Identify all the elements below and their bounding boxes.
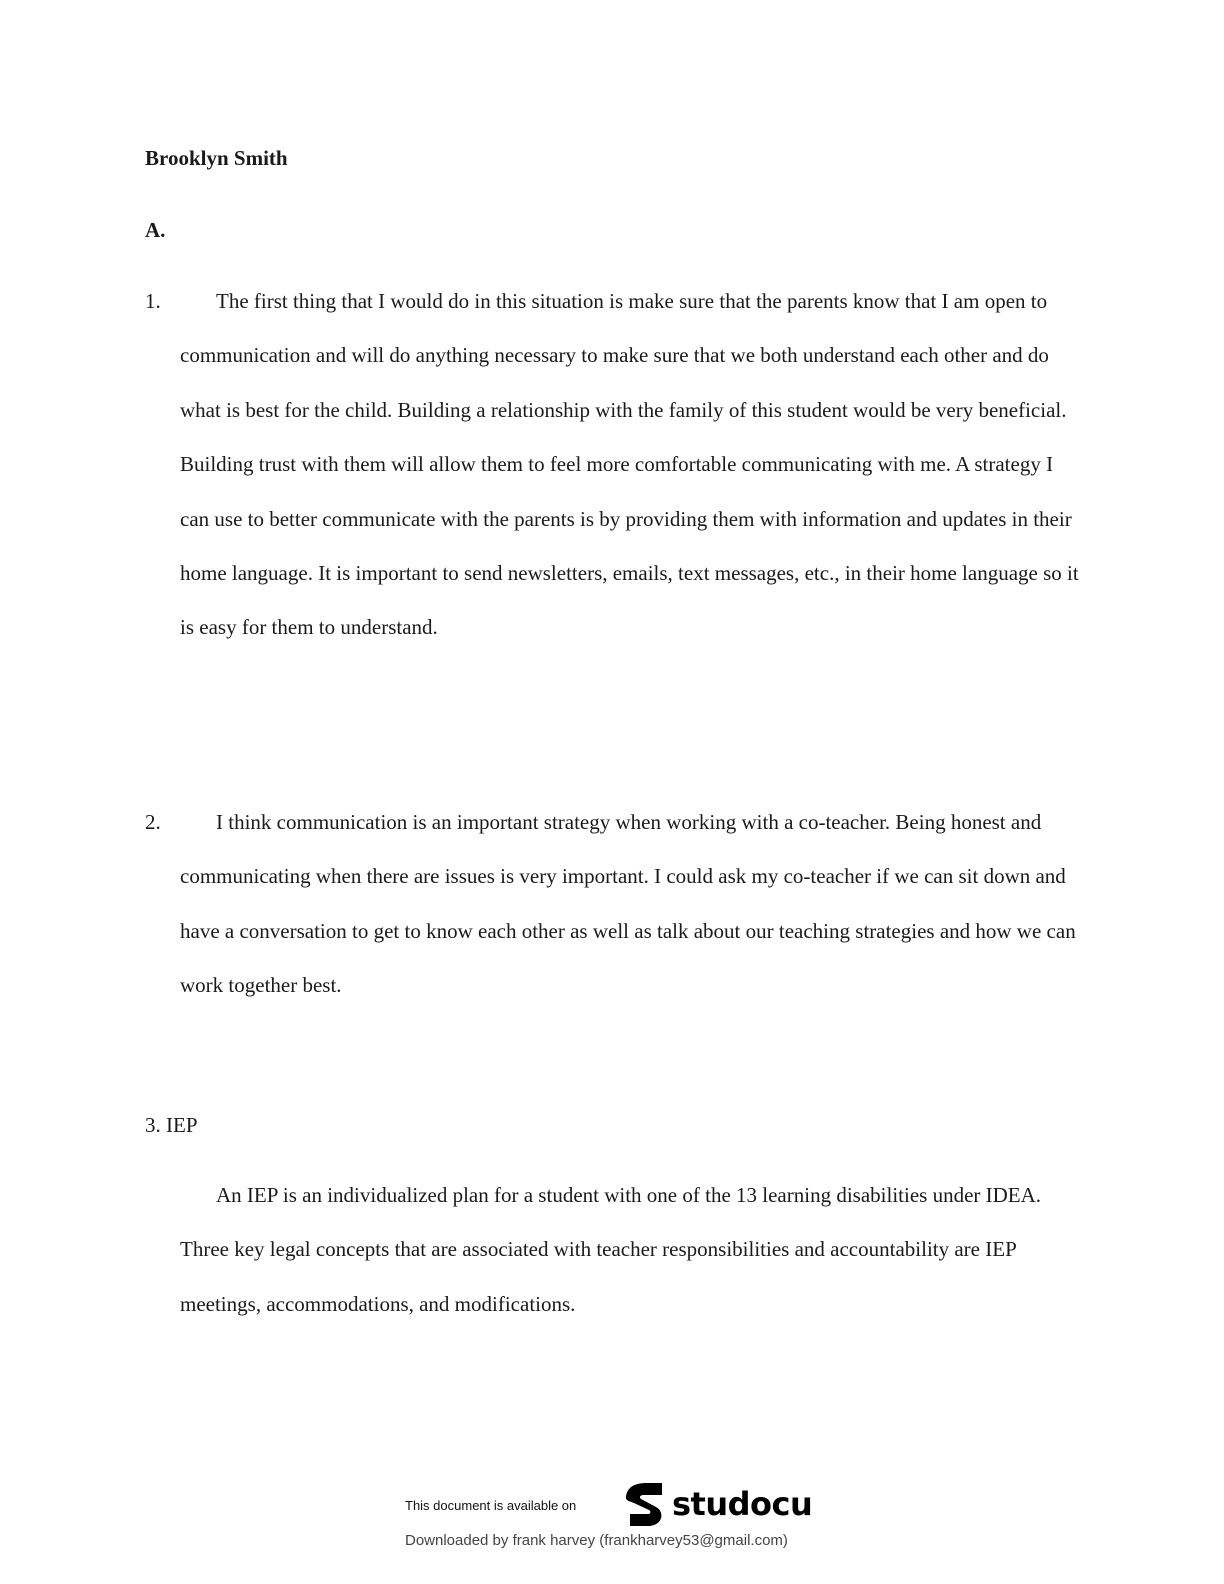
item-number: 1. [145, 289, 161, 313]
item-3-heading: 3. IEP [145, 1113, 198, 1137]
item-text: The first thing that I would do in this situation is make sure that the parents know that I am open to communication and will do anything necessary to make sure that we both understand each other and do what is best for the child. Building a relationship with the family of this student would be very beneficial. Building trust with them will allow them to feel more comfortable communicating with me. A strategy I can use to better communicate with the parents is by providing them with information and updates in their home language. It is important to send newsletters, emails, text messages, etc., in their home language so it is easy for them to understand. [180, 289, 1079, 640]
availability-text: This document is available on [405, 1498, 577, 1513]
author-name: Brooklyn Smith [145, 146, 288, 170]
item-text: I think communication is an important strategy when working with a co-teacher. Being honest and communicating when there are issues is very important. I could ask my co-teacher if we can sit down and have a conversation to get to know each other as well as talk about our teaching strategies and how we can work together best. [180, 810, 1076, 998]
studocu-brand-link[interactable] [620, 1480, 812, 1528]
answer-item-1 [145, 274, 1085, 655]
studocu-logo-icon [620, 1480, 668, 1528]
section-label: A. [145, 218, 166, 242]
answer-item-2 [145, 795, 1085, 1013]
downloaded-by-text: Downloaded by frank harvey (frankharvey53@gmail.com) [405, 1532, 788, 1549]
item-3-text: An IEP is an individualized plan for a student with one of the 13 learning disabilities under IDEA. Three key legal concepts that are associated with teacher responsibilities and accountability are IEP meetings, accommodations, and modifications. [180, 1183, 1042, 1316]
studocu-wordmark: studocu [672, 1485, 813, 1523]
item-number: 2. [145, 810, 161, 834]
